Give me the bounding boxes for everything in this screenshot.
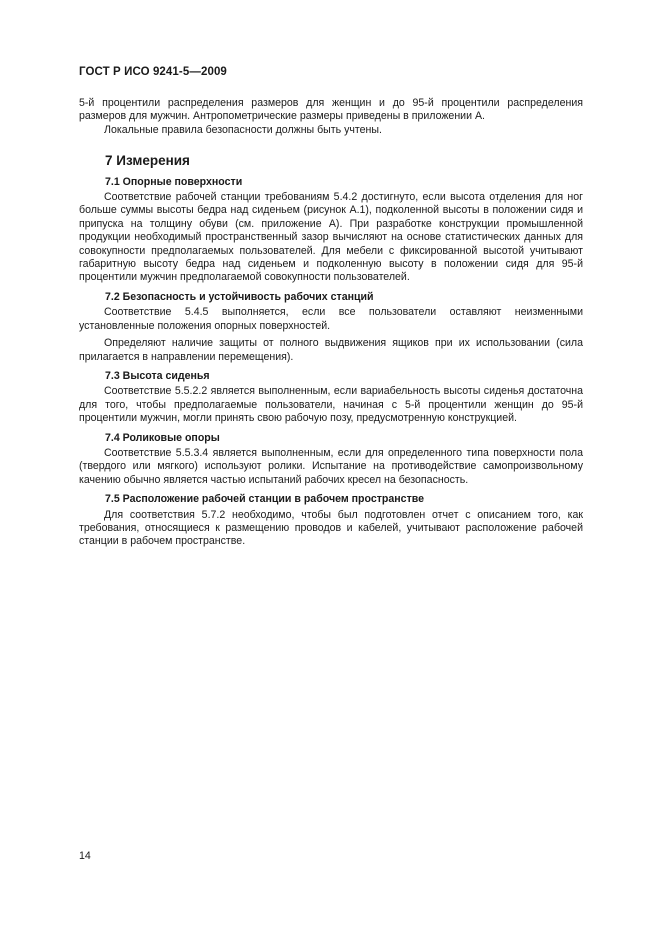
subsection-title-7-5: 7.5 Расположение рабочей станции в рабочем пространстве	[105, 493, 425, 506]
subsection-title-7-4: 7.4 Роликовые опоры	[105, 431, 220, 444]
intro-paragraph: 5-й процентили распределения размеров для женщин и до 95-й процентили распределения размеров для мужчин. Антропометрические размеры приведены в приложении А.	[79, 97, 583, 123]
paragraph-7-4: Соответствие 5.5.3.4 является выполненным, если для определенного типа поверхности пола (твердого или мягкого) используют ролики. Испытание на противодействие самопроизвольному качению обычно является частью испытаний рабочих кресел на безопасность.	[79, 446, 583, 486]
paragraph-7-1: Соответствие рабочей станции требованиям 5.4.2 достигнуто, если высота отделения для ног больше суммы высоты бедра над сиденьем (рисунок А.1), подколенной высоты в положении сидя и припуска на толщину обуви (см. приложение А). При разработке конструкции промышленной продукции необходимый пространственный зазор вычисляют на основе статистических данных для совокупности предполагаемых пользователей. Для мебели с фиксированной высотой учитывают габаритную высоту бедра над сиденьем и подколенную высоту в положении сидя для 95-й процентили мужчин предполагаемой совокупности пользователей.	[79, 191, 583, 284]
paragraph-7-5: Для соответствия 5.7.2 необходимо, чтобы был подготовлен отчет с описанием того, как требования, относящиеся к размещению проводов и кабелей, учитывают расположение рабочей станции в рабочем пространстве.	[79, 508, 583, 548]
subsection-title-7-2: 7.2 Безопасность и устойчивость рабочих станций	[105, 290, 374, 303]
document-body	[79, 97, 583, 549]
section-title: 7 Измерения	[105, 153, 190, 169]
document-header: ГОСТ Р ИСО 9241-5—2009	[79, 66, 227, 78]
intro-paragraph-safety: Локальные правила безопасности должны быть учтены.	[104, 123, 382, 136]
paragraph-7-3: Соответствие 5.5.2.2 является выполненным, если вариабельность высоты сиденья достаточна для того, чтобы предполагаемые пользователи, начиная с 5-й процентили женщин до 95-й процентили мужчин, могли принять свою рабочую позу, предусмотренную конструкцией.	[79, 385, 583, 425]
paragraph-7-2-b: Определяют наличие защиты от полного выдвижения ящиков при их использовании (сила прилагается в направлении перемещения).	[79, 337, 583, 363]
page-number: 14	[79, 850, 91, 862]
subsection-title-7-1: 7.1 Опорные поверхности	[105, 175, 243, 188]
subsection-title-7-3: 7.3 Высота сиденья	[105, 369, 210, 382]
paragraph-7-2-a: Соответствие 5.4.5 выполняется, если все пользователи оставляют неизменными установленные положения опорных поверхностей.	[79, 306, 583, 332]
